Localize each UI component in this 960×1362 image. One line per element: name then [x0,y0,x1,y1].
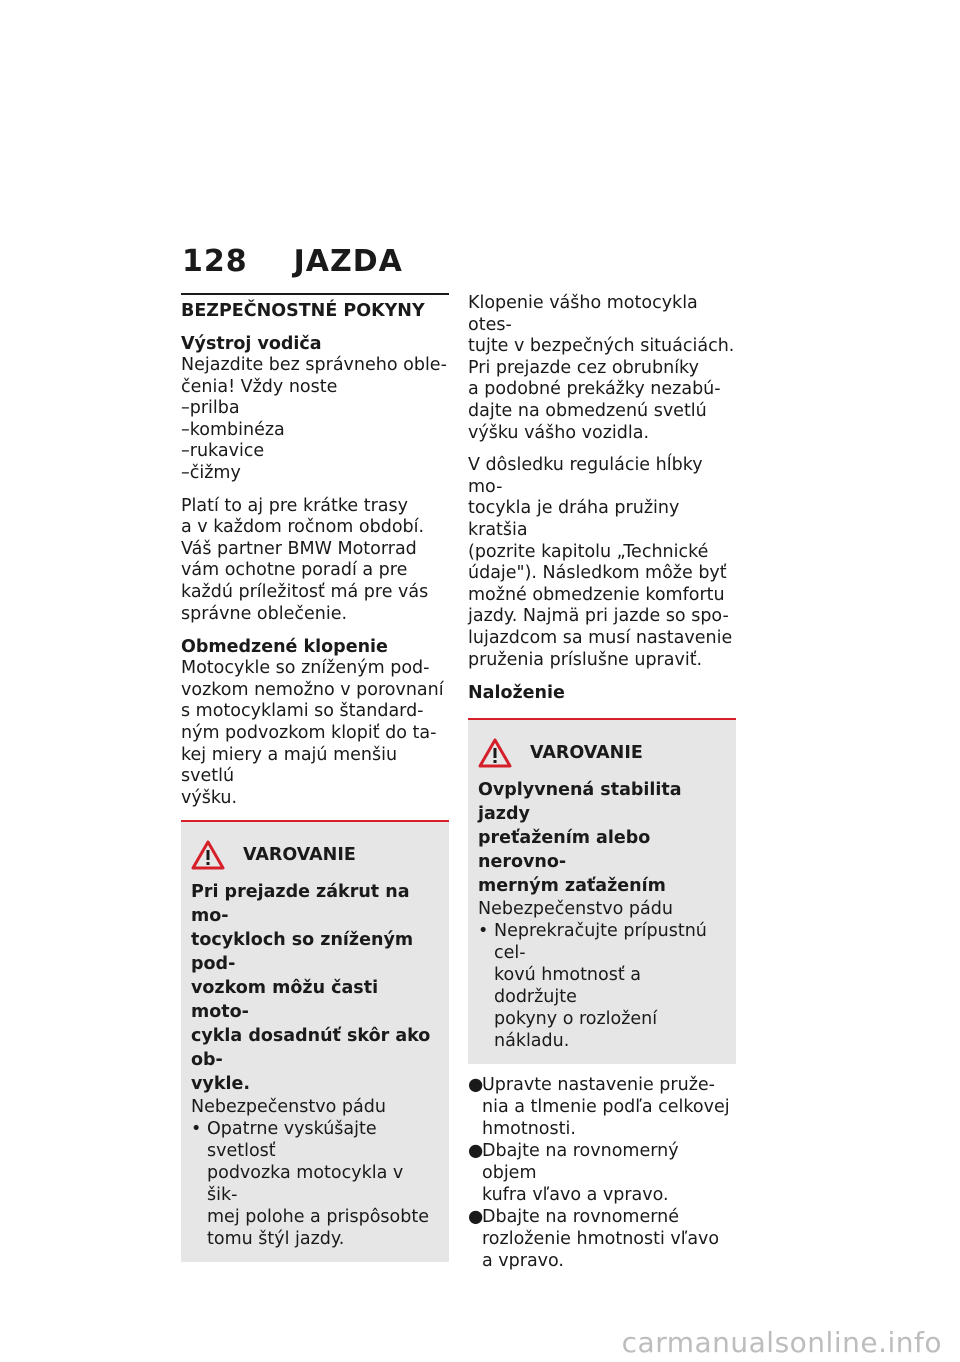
text-line: každú príležitosť má pre vás [181,581,429,602]
text-line: Pri prejazde cez obrubníky [468,357,699,378]
text-line: podvozka motocykla v šik- [207,1163,404,1206]
step-item [468,1140,736,1206]
suspension-note [468,455,736,671]
list-item: – kombinéza [181,420,449,442]
warning-message [191,880,439,1096]
warning-box [468,718,736,1064]
text-line: tomu štýl jazdy. [207,1229,345,1250]
text-line: výšku. [181,787,238,808]
step-item [468,1206,736,1272]
warning-bullet [191,1118,439,1250]
text-line: cykla dosadnúť skôr ako ob- [191,1026,431,1071]
warning-header [191,840,439,870]
bullet-dot-icon: ● [468,1141,484,1162]
warning-title: VAROVANIE [243,845,356,866]
warning-bullet [478,920,726,1052]
list-item: – rukavice [181,441,449,463]
text-line: pruženia príslušne upraviť. [468,649,703,670]
text-line: preťažením alebo nerovno- [478,828,651,873]
gear-heading: Výstroj vodiča [181,334,322,354]
text-line: dajte na obmedzenú svetlú [468,400,707,421]
gear-note [181,496,449,626]
text-line: Upravte nastavenie pruže- [482,1075,715,1096]
warning-message [478,778,726,898]
text-line: Ovplyvnená stabilita jazdy [478,780,682,825]
text-line: Motocykle so zníženým pod- [181,658,430,679]
page-header [182,244,403,279]
bullet-text [207,1118,439,1250]
warning-header [478,738,726,768]
list-item: – čižmy [181,463,449,485]
text-line: lujazdcom sa musí nastavenie [468,627,733,648]
text-line: (pozrite kapitolu „Technické [468,541,709,562]
warning-box [181,820,449,1262]
section-title: BEZPEČNOSTNÉ POKYNY [181,293,449,321]
warning-danger: Nebezpečenstvo pádu [478,899,673,920]
step-item [468,1074,736,1140]
warning-triangle-icon [191,840,225,870]
text-line: ným podvozkom klopiť do ta- [181,722,437,743]
text-line: merným zaťažením [478,876,666,897]
text-line: tujte v bezpečných situáciách. [468,336,735,357]
text-line: Klopenie vášho motocykla otes- [468,293,698,335]
text-line: Pri prejazde zákrut na mo- [191,882,410,927]
text-line: hmotnosti. [482,1119,576,1140]
text-line: vykle. [191,1074,250,1095]
warning-danger: Nebezpečenstvo pádu [191,1097,386,1118]
lean-text [181,658,449,809]
text-line: výšku vášho vozidla. [468,422,650,443]
text-line: kufra vľavo a vpravo. [482,1185,669,1206]
text-line: Váš partner BMW Motorrad [181,538,417,559]
text-line: kej miery a majú menšiu svetlú [181,744,398,787]
text-line: tocykla je dráha pružiny kratšia [468,498,680,540]
text-line: Platí to aj pre krátke trasy [181,495,408,516]
bullet-dot-icon: ● [468,1075,484,1096]
step-text [482,1140,736,1206]
text-line: Dbajte na rovnomerný objem [482,1141,679,1184]
bullet-icon: • [191,1119,202,1140]
left-column [181,293,449,1272]
text-line: rozloženie hmotnosti vľavo [482,1229,720,1250]
text-line: tocykloch so zníženým pod- [191,930,414,975]
step-text [482,1074,730,1140]
text-line: čenia! Vždy noste [181,376,338,397]
text-line: vám ochotne poradí a pre [181,560,408,581]
text-line: a v každom ročnom období. [181,517,425,538]
text-line: možné obmedzenie komfortu [468,584,725,605]
text-line: Neprekračujte prípustnú cel- [494,921,707,964]
text-line: Nejazdite bez správneho oble- [181,355,447,375]
text-line: nia a tlmenie podľa celkovej [482,1097,730,1118]
warning-triangle-icon [478,738,512,768]
text-line: vozkom nemožno v porovnaní [181,679,444,700]
text-line: údaje"). Následkom môže byť [468,563,727,584]
text-line: vozkom môžu časti moto- [191,978,379,1023]
gear-text [181,355,449,398]
text-line: správne oblečenie. [181,603,348,624]
text-line: pokyny o rozložení nákladu. [494,1009,658,1052]
text-line: Dbajte na rovnomerné [482,1207,679,1228]
text-line: a podobné prekážky nezabú- [468,379,721,400]
text-line: a vpravo. [482,1251,564,1272]
load-heading: Naloženie [468,683,565,704]
right-column [468,293,736,1272]
text-line: kovú hmotnosť a dodržujte [494,965,641,1008]
text-line: s motocyklami so štandard- [181,701,424,722]
text-line: Opatrne vyskúšajte svetlosť [207,1119,377,1162]
lean-advice [468,293,736,444]
lean-heading: Obmedzené klopenie [181,637,388,658]
text-line: V dôsledku regulácie hĺbky mo- [468,455,703,497]
list-item: – prilba [181,398,449,420]
page-number: 128 [182,244,248,279]
warning-title: VAROVANIE [530,743,643,764]
bullet-icon: • [478,921,489,942]
gear-list [181,398,449,484]
watermark: carmanualsonline.info [621,1326,942,1359]
text-line: mej polohe a prispôsobte [207,1207,429,1228]
text-line: jazdy. Najmä pri jazde so spo- [468,606,729,627]
step-text [482,1206,719,1272]
chapter-title: JAZDA [293,244,403,279]
bullet-dot-icon: ● [468,1207,484,1228]
bullet-text [494,920,726,1052]
